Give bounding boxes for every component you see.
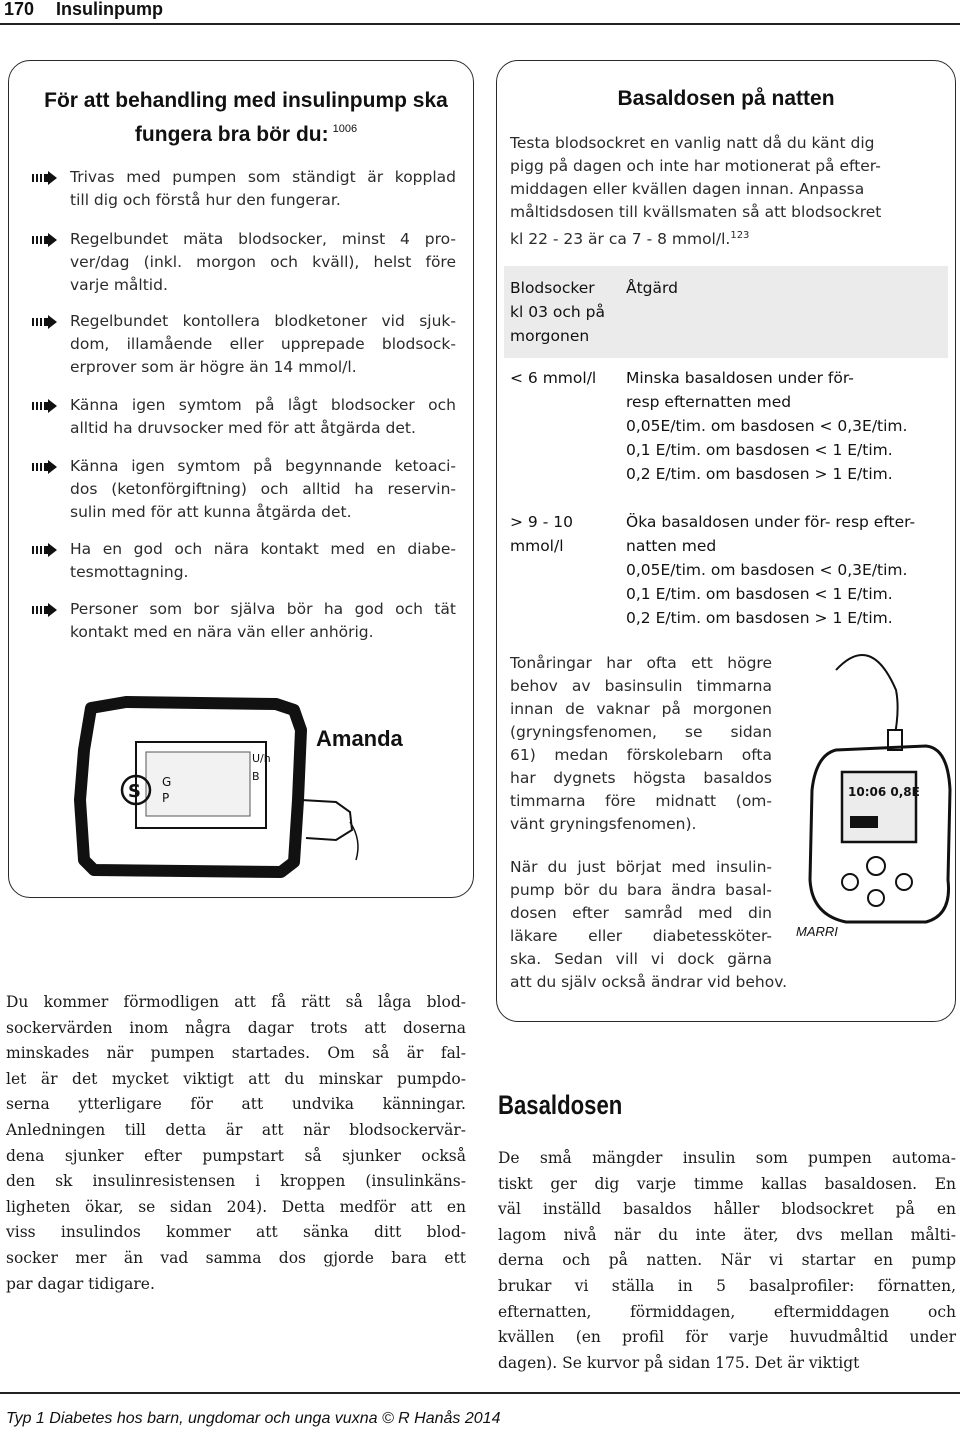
table-cell-action [626, 510, 946, 630]
text-line: viss insulindos kommer att sänka ditt blod- [6, 1223, 466, 1242]
text-line: kvällen (en profil för varje huvudmåltid under [498, 1328, 956, 1347]
amanda-signature: Amanda [316, 726, 403, 751]
text-line: tesmottagning. [70, 563, 189, 581]
text-line: väl inställd basaldos håller blodsockret på en [498, 1200, 956, 1219]
marri-signature: MARRI [796, 924, 838, 939]
header-line: morgonen [510, 327, 590, 345]
text-line: varje måltid. [70, 276, 168, 294]
text-line-content: pigg på dagen och inte har motionerat på efter- [510, 157, 881, 175]
table-header-action: Åtgärd [626, 279, 678, 297]
text-line: behov av basinsulin timmarna [510, 677, 772, 695]
text-line: let är det mycket viktigt att du minskar pumpdo- [6, 1069, 466, 1088]
table-cell-action [626, 366, 946, 486]
text-line: timmarna före midnatt (om- [510, 792, 772, 810]
header-line: Blodsocker [510, 279, 595, 297]
text-line: alltid ha druvsocker med för att åtgärda det. [70, 419, 416, 437]
text-line: Regelbundet mäta blodsocker, minst 4 pro- [70, 230, 456, 248]
text-line-content: Testa blodsockret en vanlig natt då du känt dig [510, 134, 875, 152]
text-line: par dagar tidigare. [6, 1274, 155, 1293]
text-line: derna och på natten. När vi startar en pump [498, 1251, 956, 1270]
text-line: 0,1 E/tim. om basdosen < 1 E/tim. [626, 441, 893, 459]
text-line: tiskt ger dig varje timme kallas basaldosen. En [498, 1174, 956, 1193]
text-line [510, 201, 946, 224]
text-line: har dygnets högsta basaldos [510, 769, 772, 787]
teen-dawn-paragraph [510, 652, 772, 836]
header-line: kl 03 och på [510, 303, 605, 321]
text-line: Trivas med pumpen som ständigt är kopplad [70, 168, 456, 186]
footer-rule [0, 1392, 960, 1394]
text-line: pump bör du bara ändra basal- [510, 881, 772, 899]
text-line: 0,2 E/tim. om basdosen > 1 E/tim. [626, 609, 893, 627]
svg-text:S: S [128, 781, 141, 802]
left-box-title-reference: 1006 [332, 123, 358, 135]
text-line [510, 178, 946, 201]
text-line: Öka basaldosen under för- resp efter- [626, 513, 916, 531]
bullet-item [70, 166, 456, 212]
text-line-content: middagen eller kvällen dagen innan. Anpassa [510, 180, 865, 198]
basaldosen-heading: Basaldosen [498, 1090, 623, 1120]
text-line [510, 132, 946, 155]
text-line: ver/dag (inkl. morgon och kväll), helst före [70, 253, 456, 271]
text-line: > 9 - 10 [510, 513, 573, 531]
left-box-title-text: fungera bra bör du: [134, 123, 329, 146]
bullet-arrow-icon [32, 171, 60, 185]
text-line: Känna igen symtom på begynnande ketoaci- [70, 457, 456, 475]
text-line: Ha en god och nära kontakt med en diabe- [70, 540, 456, 558]
bullet-item [70, 310, 456, 379]
text-line: 0,05E/tim. om basdosen < 0,3E/tim. [626, 561, 908, 579]
text-line: De små mängder insulin som pumpen automa- [498, 1149, 956, 1167]
text-line: serna ytterligare för att undvika känningar. [6, 1095, 466, 1114]
text-line [510, 224, 946, 251]
text-line: Känna igen symtom på lågt blodsocker och [70, 396, 456, 414]
text-line-content: måltidsdosen till kvällsmaten så att blodsockret [510, 203, 882, 221]
text-line: den sk insulinresistensen i kroppen (insulinkäns- [6, 1172, 466, 1191]
text-line: Minska basaldosen under för- [626, 369, 854, 387]
section-title: Insulinpump [56, 0, 163, 19]
text-line: dos (ketonförgiftning) och alltid ha reservin- [70, 480, 456, 498]
pump-drawing-amanda [66, 690, 426, 885]
bullet-item [70, 598, 456, 644]
text-line: sockervärden inom några dagar trots att doserna [6, 1018, 466, 1037]
text-line: Regelbundet kontollera blodketoner vid sjuk- [70, 312, 456, 330]
text-line: Du kommer förmodligen att få rätt så låga blod- [6, 993, 466, 1011]
basaldosen-paragraph [498, 1146, 956, 1376]
pump-screen-text: 10:06 0,8E [848, 785, 920, 799]
text-line: natten med [626, 537, 717, 555]
svg-text:B: B [252, 770, 260, 783]
svg-text:G: G [162, 775, 172, 789]
text-line: mmol/l [510, 537, 564, 555]
text-line: När du just börjat med insulin- [510, 858, 772, 876]
text-line: att du själv också ändrar vid behov. [510, 973, 788, 991]
text-line: Anledningen till detta är att när blodsockervär- [6, 1120, 466, 1139]
bullet-item [70, 538, 456, 584]
text-line: dagen). Se kurvor på sidan 175. Det är viktigt [498, 1353, 860, 1372]
text-line: dosen efter samråd med din [510, 904, 772, 922]
text-line: Tonåringar har ofta ett högre [510, 654, 772, 672]
svg-text:U/h: U/h [252, 752, 271, 765]
table-cell-glucose [510, 366, 596, 390]
text-line: 61) medan förskolebarn ofta [510, 746, 772, 764]
table-header-glucose [510, 276, 605, 348]
text-line: ska. Sedan vill vi dock gärna [510, 950, 772, 968]
right-box-title: Basaldosen på natten [617, 87, 835, 110]
text-line: < 6 mmol/l [510, 369, 597, 387]
text-line: erprover som är högre än 14 mmol/l. [70, 358, 357, 376]
text-line: brukar vi ställa in 5 basalprofiler: förnatten, [498, 1276, 956, 1295]
table-cell-glucose [510, 510, 573, 558]
bullet-arrow-icon [32, 399, 60, 413]
bullet-arrow-icon [32, 543, 60, 557]
text-line: läkare eller diabetessköter- [510, 927, 772, 945]
left-box-title-line-1: För att behandling med insulinpump ska [44, 89, 448, 112]
bullet-item [70, 394, 456, 440]
text-line: 0,1 E/tim. om basdosen < 1 E/tim. [626, 585, 893, 603]
bullet-arrow-icon [32, 233, 60, 247]
text-line [510, 155, 946, 178]
text-line: lagom nivå när du inte äter, dvs mellan målti- [498, 1225, 956, 1244]
bullet-arrow-icon [32, 315, 60, 329]
text-line: socker mer än vad samma dos gjorde bara ett [6, 1248, 466, 1267]
footer-text: Typ 1 Diabetes hos barn, ungdomar och unga vuxna © R Hanås 2014 [6, 1410, 501, 1427]
svg-text:P: P [162, 791, 170, 805]
low-glucose-paragraph [6, 990, 466, 1297]
left-box-title [28, 86, 464, 149]
text-line: dena sjunker efter pumpstart så sjunker också [6, 1146, 466, 1165]
bullet-item [70, 455, 456, 524]
bullet-item [70, 228, 456, 297]
bullet-arrow-icon [32, 460, 60, 474]
header-rule [0, 23, 960, 25]
text-line: till dig och förstå hur den fungerar. [70, 191, 341, 209]
text-line: 0,05E/tim. om basdosen < 0,3E/tim. [626, 417, 908, 435]
night-basal-intro [510, 132, 946, 251]
text-line: 0,2 E/tim. om basdosen > 1 E/tim. [626, 465, 893, 483]
start-pump-paragraph [510, 856, 810, 994]
text-line: dom, illamående eller upprepade blodsock- [70, 335, 456, 353]
text-line: sulin med för att kunna åtgärda det. [70, 503, 352, 521]
bullet-arrow-icon [32, 603, 60, 617]
text-line: kontakt med en nära vän eller anhörig. [70, 623, 374, 641]
text-line: efternatten, förmiddagen, eftermiddagen och [498, 1302, 956, 1321]
text-line: ligheten ökar, se sidan 204). Detta medför att en [6, 1197, 466, 1216]
text-line: innan de vaknar på morgonen [510, 700, 772, 718]
pump-drawing-marri [776, 630, 956, 960]
text-line-content: kl 22 - 23 är ca 7 - 8 mmol/l. [510, 230, 731, 249]
text-line: resp efternatten med [626, 393, 792, 411]
text-line: minskades när pumpen startades. Om så är fal- [6, 1044, 466, 1063]
intro-reference: 123 [730, 230, 750, 241]
text-line: Personer som bor själva bör ha god och tät [70, 600, 456, 618]
text-line: vänt gryningsfenomen). [510, 815, 697, 833]
page-number: 170 [4, 0, 35, 19]
text-line: (gryningsfenomen, se sidan [510, 723, 772, 741]
left-box-title-line-2 [28, 115, 464, 149]
page-header [0, 0, 960, 24]
